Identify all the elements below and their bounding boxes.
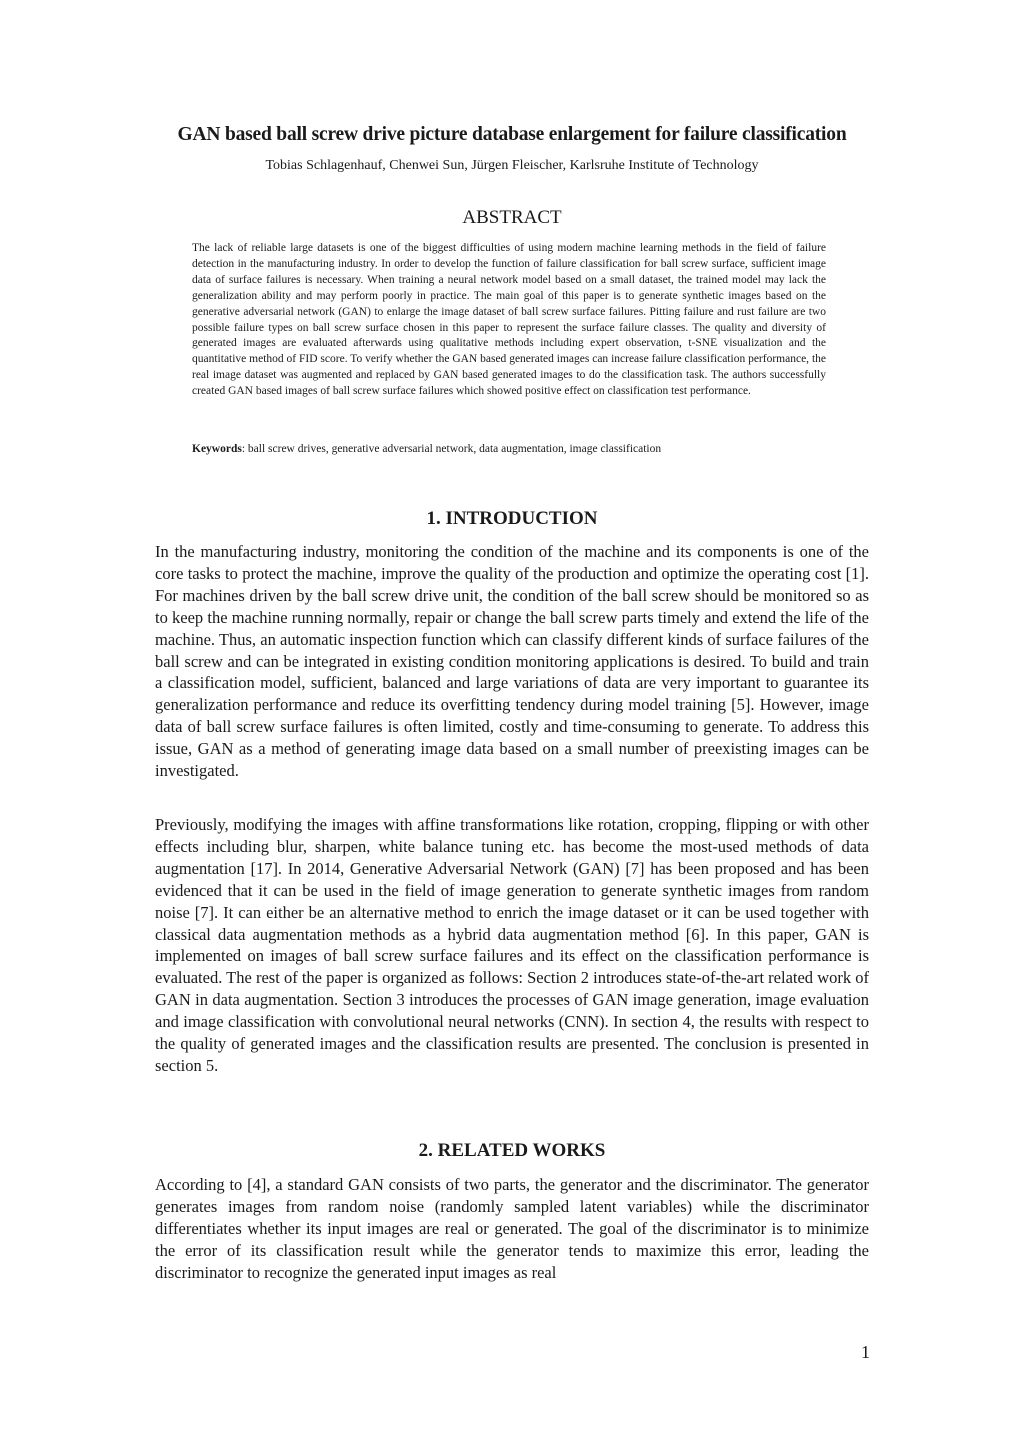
paper-title: GAN based ball screw drive picture database enlargement for failure classification [177, 124, 847, 145]
author-line: Tobias Schlagenhauf, Chenwei Sun, Jürgen Fleischer, Karlsruhe Institute of Technology [265, 158, 759, 173]
introduction-paragraph-2: Previously, modifying the images with affine transformations like rotation, cropping, flipping or with other effects including blur, sharpen, white balance tuning etc. has become the most-used methods of data augmentation [17]. In 2014, Generative Adversarial Network (GAN) [7] has been proposed and has been evidenced that it can be used in the field of image generation to generate synthetic images from random noise [7]. It can either be an alternative method to enrich the image dataset or it can be used together with classical data augmentation methods as a hybrid data augmentation method [6]. In this paper, GAN is implemented on images of ball screw surface failures and its effect on the classification performance is evaluated. The rest of the paper is organized as follows: Section 2 introduces state-of-the-art related work of GAN in data augmentation. Section 3 introduces the processes of GAN image generation, image evaluation and image classification with convolutional neural networks (CNN). In section 4, the results with respect to the quality of generated images and the classification results are presented. The conclusion is presented in section 5. [155, 815, 869, 1075]
related-works-heading: 2. RELATED WORKS [418, 1140, 606, 1161]
page-number: 1 [861, 1342, 870, 1362]
keywords-line [192, 442, 826, 458]
introduction-paragraph-1: In the manufacturing industry, monitoring the condition of the machine and its components is one of the core tasks to protect the machine, improve the quality of the production and optimize the operating cost [1]. For machines driven by the ball screw drive unit, the condition of the ball screw should be monitored so as to keep the machine running normally, repair or change the ball screw parts timely and extend the life of the machine. Thus, an automatic inspection function which can classify different kinds of surface failures of the ball screw and can be integrated in existing condition monitoring applications is desired. To build and train a classification model, sufficient, balanced and large variations of data are very important to guarantee its generalization performance and reduce its overfitting tendency during model training [5]. However, image data of ball screw surface failures is often limited, costly and time-consuming to generate. To address this issue, GAN as a method of generating image data based on a small number of preexisting images can be investigated. [155, 542, 869, 781]
abstract-body: The lack of reliable large datasets is one of the biggest difficulties of using modern machine learning methods in the field of failure detection in the manufacturing industry. In order to develop the function of failure classification for ball screw surface, sufficient image data of surface failures is necessary. When training a neural network model based on a small dataset, the trained model may lack the generalization ability and may perform poorly in practice. The main goal of this paper is to generate synthetic images based on the generative adversarial network (GAN) to enlarge the image dataset of ball screw surface failures. Pitting failure and rust failure are two possible failure types on ball screw surface chosen in this paper to represent the surface failure classes. The quality and diversity of generated images are evaluated afterwards using qualitative methods including expert observation, t-SNE visualization and the quantitative method of FID score. To verify whether the GAN based generated images can increase failure classification performance, the real image dataset was augmented and replaced by GAN based generated images to do the classification task. The authors successfully created GAN based images of ball screw surface failures which showed positive effect on classification test performance. [192, 242, 826, 398]
keywords-text: : ball screw drives, generative adversarial network, data augmentation, image classification [241, 443, 662, 455]
abstract-heading: ABSTRACT [462, 207, 562, 228]
keywords-label: Keywords [192, 443, 242, 455]
introduction-heading: 1. INTRODUCTION [426, 508, 598, 529]
related-works-paragraph-1: According to [4], a standard GAN consists of two parts, the generator and the discriminator. The generator generates images from random noise (randomly sampled latent variables) while the discriminator differentiates whether its input images are real or generated. The goal of the discriminator is to minimize the error of its classification result while the generator tends to maximize this error, leading the discriminator to recognize the generated input images as real [155, 1175, 869, 1282]
